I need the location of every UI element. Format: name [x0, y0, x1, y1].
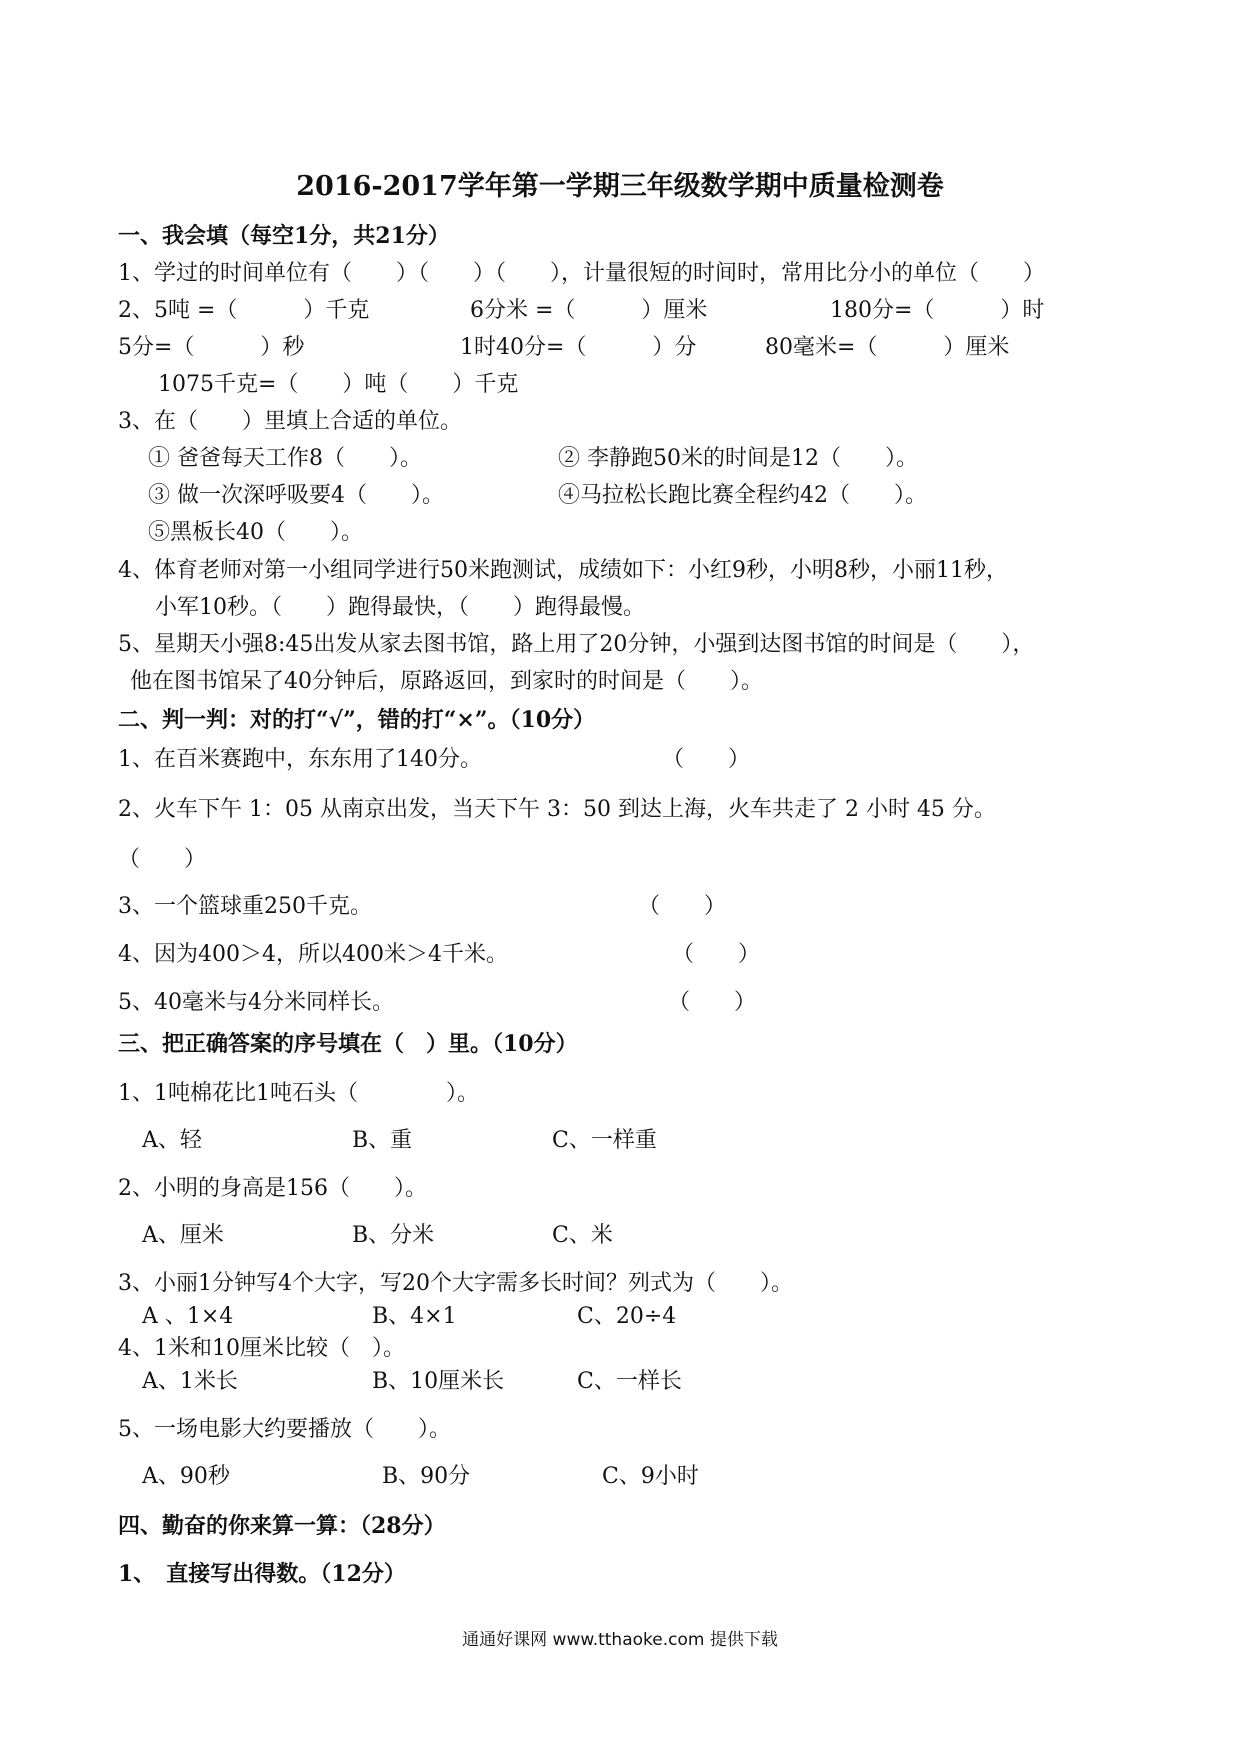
page-title: 2016-2017学年第一学期三年级数学期中质量检测卷 — [296, 171, 944, 202]
s1-question-2d: 5分=（ ）秒 — [118, 335, 305, 360]
section-4-sub-1: 1、 直接写出得数。（12分） — [118, 1561, 406, 1587]
s1-question-3: 3、在（ ）里填上合适的单位。 — [118, 409, 462, 434]
s2-question-1: 1、在百米赛跑中，东东用了140分。 — [118, 747, 482, 772]
s3-question-2: 2、小明的身高是156（ ）。 — [118, 1176, 427, 1201]
section-4-heading: 四、勤奋的你来算一算：（28分） — [118, 1513, 446, 1539]
s1-question-3-1: ① 爸爸每天工作8（ ）。 — [148, 446, 422, 471]
s1-question-5b: 他在图书馆呆了40分钟后，原路返回，到家时的时间是（ ）。 — [130, 669, 763, 694]
s3-q4-option-c: C、一样长 — [577, 1369, 682, 1394]
s2-answer-paren-4: （ ） — [672, 942, 761, 967]
s1-question-2g: 1075千克=（ ）吨（ ）千克 — [158, 372, 519, 397]
s3-question-3: 3、小丽1分钟写4个大字，写20个大字需多长时间？列式为（ ）。 — [118, 1271, 793, 1296]
s2-answer-paren-3: （ ） — [638, 894, 727, 919]
s2-answer-paren-5: （ ） — [668, 990, 757, 1015]
s1-question-3-4: ④马拉松长跑比赛全程约42（ ）。 — [558, 483, 927, 508]
s2-question-3: 3、一个篮球重250千克。 — [118, 894, 372, 919]
s1-question-2c: 180分=（ ）时 — [830, 298, 1045, 323]
s1-question-2f: 80毫米=（ ）厘米 — [765, 335, 1010, 360]
s3-q3-option-c: C、20÷4 — [577, 1304, 677, 1329]
s2-answer-paren-2: （ ） — [118, 847, 207, 872]
s1-question-3-2: ② 李静跑50米的时间是12（ ）。 — [558, 446, 918, 471]
s3-q2-option-a: A、厘米 — [142, 1223, 224, 1248]
s3-q5-option-a: A、90秒 — [142, 1464, 230, 1489]
section-2-heading: 二、判一判：对的打“√”，错的打“×”。（10分） — [118, 707, 596, 733]
s3-q1-option-b: B、重 — [352, 1128, 413, 1153]
s3-question-5: 5、一场电影大约要播放（ ）。 — [118, 1417, 451, 1442]
s3-q1-option-a: A、轻 — [142, 1128, 202, 1153]
s1-question-2a: 2、5吨 =（ ）千克 — [118, 298, 370, 323]
s1-question-2b: 6分米 =（ ）厘米 — [470, 298, 708, 323]
s2-question-2: 2、火车下午 1：05 从南京出发，当天下午 3：50 到达上海，火车共走了 2 小时 45 分。 — [118, 797, 996, 822]
s2-answer-paren-1: （ ） — [662, 747, 751, 772]
s3-q2-option-c: C、米 — [552, 1223, 613, 1248]
s1-question-2e: 1时40分=（ ）分 — [460, 335, 697, 360]
s3-q1-option-c: C、一样重 — [552, 1128, 657, 1153]
section-1-heading: 一、我会填（每空1分，共21分） — [118, 223, 450, 249]
s3-question-4: 4、1米和10厘米比较（ ）。 — [118, 1336, 405, 1361]
s3-q5-option-c: C、9小时 — [602, 1464, 699, 1489]
s1-question-4a: 4、体育老师对第一小组同学进行50米跑测试，成绩如下：小红9秒，小明8秒，小丽11秒， — [118, 558, 1008, 583]
s1-question-3-3: ③ 做一次深呼吸要4（ ）。 — [148, 483, 444, 508]
s3-question-1: 1、1吨棉花比1吨石头（ ）。 — [118, 1081, 479, 1106]
s3-q4-option-b: B、10厘米长 — [372, 1369, 505, 1394]
s3-q4-option-a: A、1米长 — [142, 1369, 238, 1394]
s1-question-5a: 5、星期天小强8:45出发从家去图书馆，路上用了20分钟，小强到达图书馆的时间是（ ）， — [118, 632, 1035, 657]
s1-question-3-5: ⑤黑板长40（ ）。 — [148, 520, 363, 545]
s3-q3-option-b: B、4×1 — [372, 1304, 457, 1329]
s3-q3-option-a: A 、1×4 — [142, 1304, 234, 1329]
s1-question-1: 1、学过的时间单位有（ ）（ ）（ ），计量很短的时间时，常用比分小的单位（ ） — [118, 261, 1046, 286]
s3-q5-option-b: B、90分 — [382, 1464, 471, 1489]
s2-question-5: 5、40毫米与4分米同样长。 — [118, 990, 394, 1015]
page-footer: 通通好课网 www.tthaoke.com 提供下载 — [462, 1630, 778, 1650]
s1-question-4b: 小军10秒。（ ）跑得最快，（ ）跑得最慢。 — [155, 595, 645, 620]
section-3-heading: 三、把正确答案的序号填在（ ）里。（10分） — [118, 1031, 578, 1057]
s3-q2-option-b: B、分米 — [352, 1223, 435, 1248]
s2-question-4: 4、因为400＞4，所以400米＞4千米。 — [118, 942, 508, 967]
